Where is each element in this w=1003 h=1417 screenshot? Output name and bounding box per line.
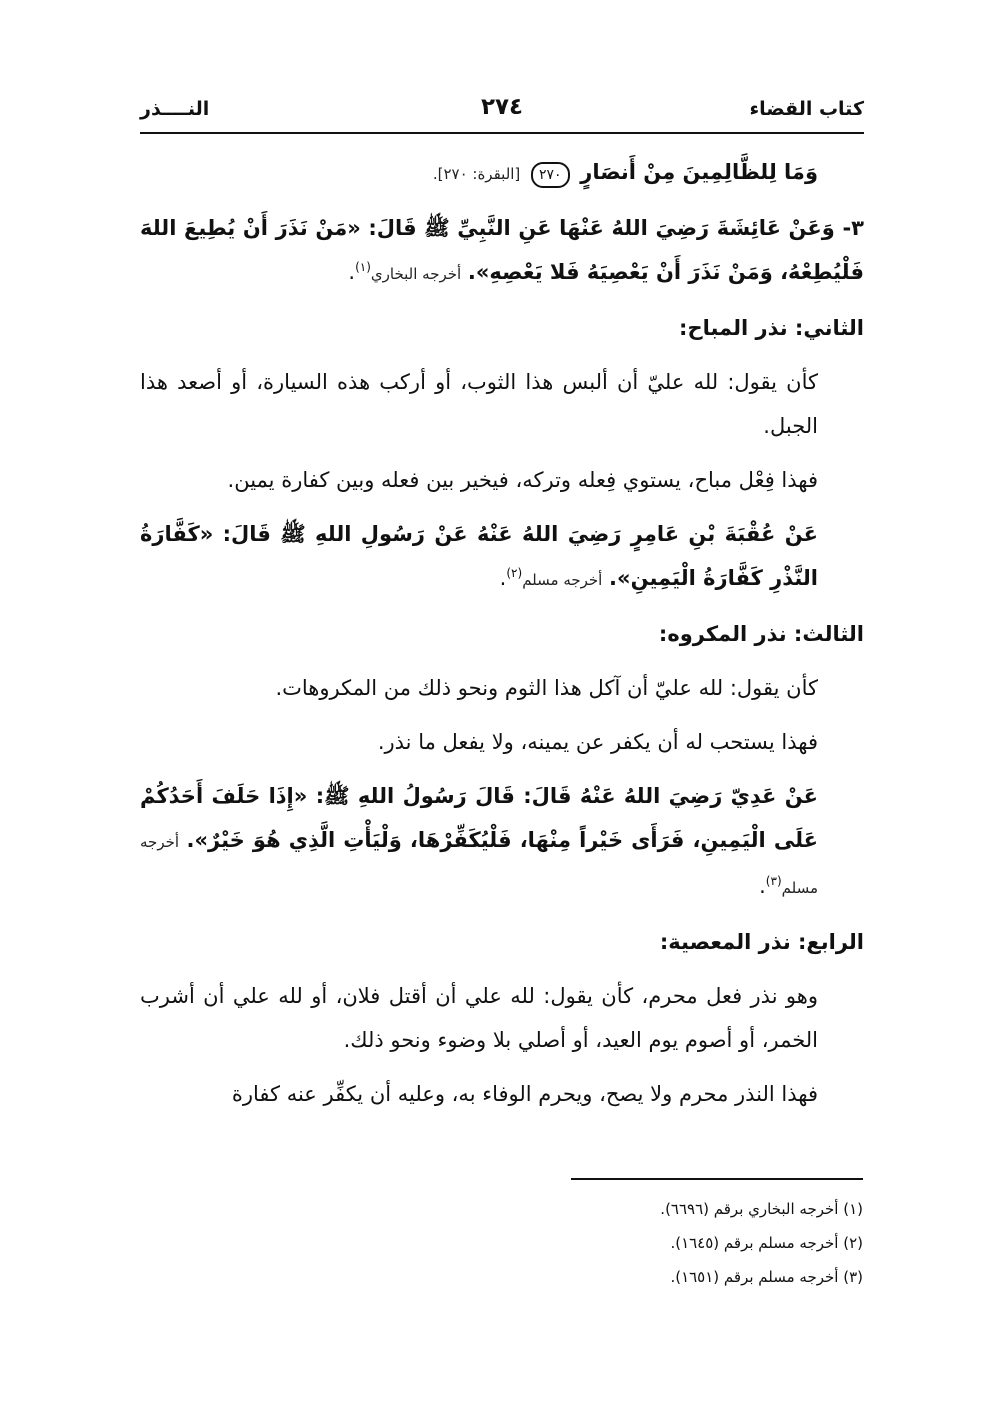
footnote-3: (٣) أخرجه مسلم برقم (١٦٥١). — [670, 1268, 863, 1286]
hadith-5: عَنْ عَدِيّ رَضِيَ اللهُ عَنْهُ قَالَ: قَالَ رَسُولُ اللهِ ﷺ: «إِذَا حَلَفَ أَحَدُكُمْ عَلَى الْيَمِينِ، فَرَأَى خَيْراً مِنْهَا، فَلْيُكَفِّرْهَا، وَلْيَأْتِ الَّذِي هُوَ خَيْرٌ». أخرجه مسلم$^{(٣)}$. — [140, 784, 818, 898]
quran-verse: وَمَا لِلظَّالِمِينَ مِنْ أَنصَارٍ — [580, 160, 818, 184]
section-2-paragraph-2: فهذا فِعْل مباح، يستوي فِعله وتركه، فيخير بين فعله وبين كفارة يمين. — [227, 468, 818, 492]
hadith-4-text: عَنْ عُقْبَةَ بْنِ عَامِرٍ رَضِيَ اللهُ عَنْهُ عَنْ رَسُولِ اللهِ ﷺ قَالَ: «كَفَّارَةُ النَّذْرِ كَفَّارَةُ الْيَمِينِ». — [140, 522, 818, 590]
verse-reference: [البقرة: ٢٧٠]. — [432, 165, 521, 183]
verse-number-marker: ٢٧٠ — [531, 162, 570, 188]
section-4-paragraph-1: وهو نذر فعل محرم، كأن يقول: لله علي أن أقتل فلان، أو لله علي أن أشرب الخمر، أو أصوم يوم العيد، أو أصلي بلا وضوء ونحو ذلك. — [140, 984, 818, 1052]
section-2-paragraph-1: كأن يقول: لله عليّ أن ألبس هذا الثوب، أو أركب هذه السيارة، أو أصعد هذا الجبل. — [140, 370, 818, 438]
book-title: كتاب القضاء — [749, 98, 864, 120]
section-2-heading: الثاني: نذر المباح: — [679, 316, 864, 340]
footnote-marker-3: (٣) — [765, 874, 782, 888]
running-header — [140, 92, 864, 134]
section-3-heading: الثالث: نذر المكروه: — [658, 622, 864, 646]
section-4-heading: الرابع: نذر المعصية: — [659, 930, 864, 954]
hadith-5-text: عَنْ عَدِيّ رَضِيَ اللهُ عَنْهُ قَالَ: قَالَ رَسُولُ اللهِ ﷺ: «إِذَا حَلَفَ أَحَدُكُمْ عَلَى الْيَمِينِ، فَرَأَى خَيْراً مِنْهَا، فَلْيُكَفِّرْهَا، وَلْيَأْتِ الَّذِي هُوَ خَيْرٌ». — [140, 784, 818, 852]
footnote-marker-1: (١) — [355, 260, 371, 274]
footnote-divider — [571, 1178, 863, 1180]
hadith-4: عَنْ عُقْبَةَ بْنِ عَامِرٍ رَضِيَ اللهُ عَنْهُ عَنْ رَسُولِ اللهِ ﷺ قَالَ: «كَفَّارَةُ النَّذْرِ كَفَّارَةُ الْيَمِينِ». أخرجه مسلم$^{(٢)}$. — [140, 522, 818, 590]
section-title: النــــذر — [140, 98, 210, 120]
main-text — [140, 150, 864, 1165]
hadith-3: ٣- وَعَنْ عَائِشَةَ رَضِيَ اللهُ عَنْهَا عَنِ النَّبِيِّ ﷺ قَالَ: «مَنْ نَذَرَ أَنْ يُطِيعَ اللهَ فَلْيُطِعْهُ، وَمَنْ نَذَرَ أَنْ يَعْصِيَهُ فَلا يَعْصِهِ». أخرجه البخاري$^{(١)}$. — [140, 216, 864, 284]
footnote-2: (٢) أخرجه مسلم برقم (١٦٤٥). — [670, 1234, 863, 1252]
hadith-3-source: أخرجه البخاري — [370, 265, 462, 283]
section-3-paragraph-2: فهذا يستحب له أن يكفر عن يمينه، ولا يفعل ما نذر. — [377, 730, 818, 754]
footnote-marker-2: (٢) — [506, 566, 523, 580]
section-4-paragraph-2: فهذا النذر محرم ولا يصح، ويحرم الوفاء به، وعليه أن يكفِّر عنه كفارة — [231, 1082, 818, 1106]
footnotes — [139, 1192, 863, 1312]
hadith-3-text: ٣- وَعَنْ عَائِشَةَ رَضِيَ اللهُ عَنْهَا عَنِ النَّبِيِّ ﷺ قَالَ: «مَنْ نَذَرَ أَنْ يُطِيعَ اللهَ فَلْيُطِعْهُ، وَمَنْ نَذَرَ أَنْ يَعْصِيَهُ فَلا يَعْصِهِ». — [140, 216, 864, 284]
hadith-5-source: أخرجه مسلم — [140, 833, 818, 897]
page-number: ٢٧٤ — [480, 94, 524, 120]
quran-verse-line — [140, 150, 864, 196]
section-3-paragraph-1: كأن يقول: لله عليّ أن آكل هذا الثوم ونحو ذلك من المكروهات. — [275, 676, 818, 700]
hadith-4-source: أخرجه مسلم — [522, 571, 603, 589]
footnote-1: (١) أخرجه البخاري برقم (٦٦٩٦). — [660, 1200, 863, 1218]
